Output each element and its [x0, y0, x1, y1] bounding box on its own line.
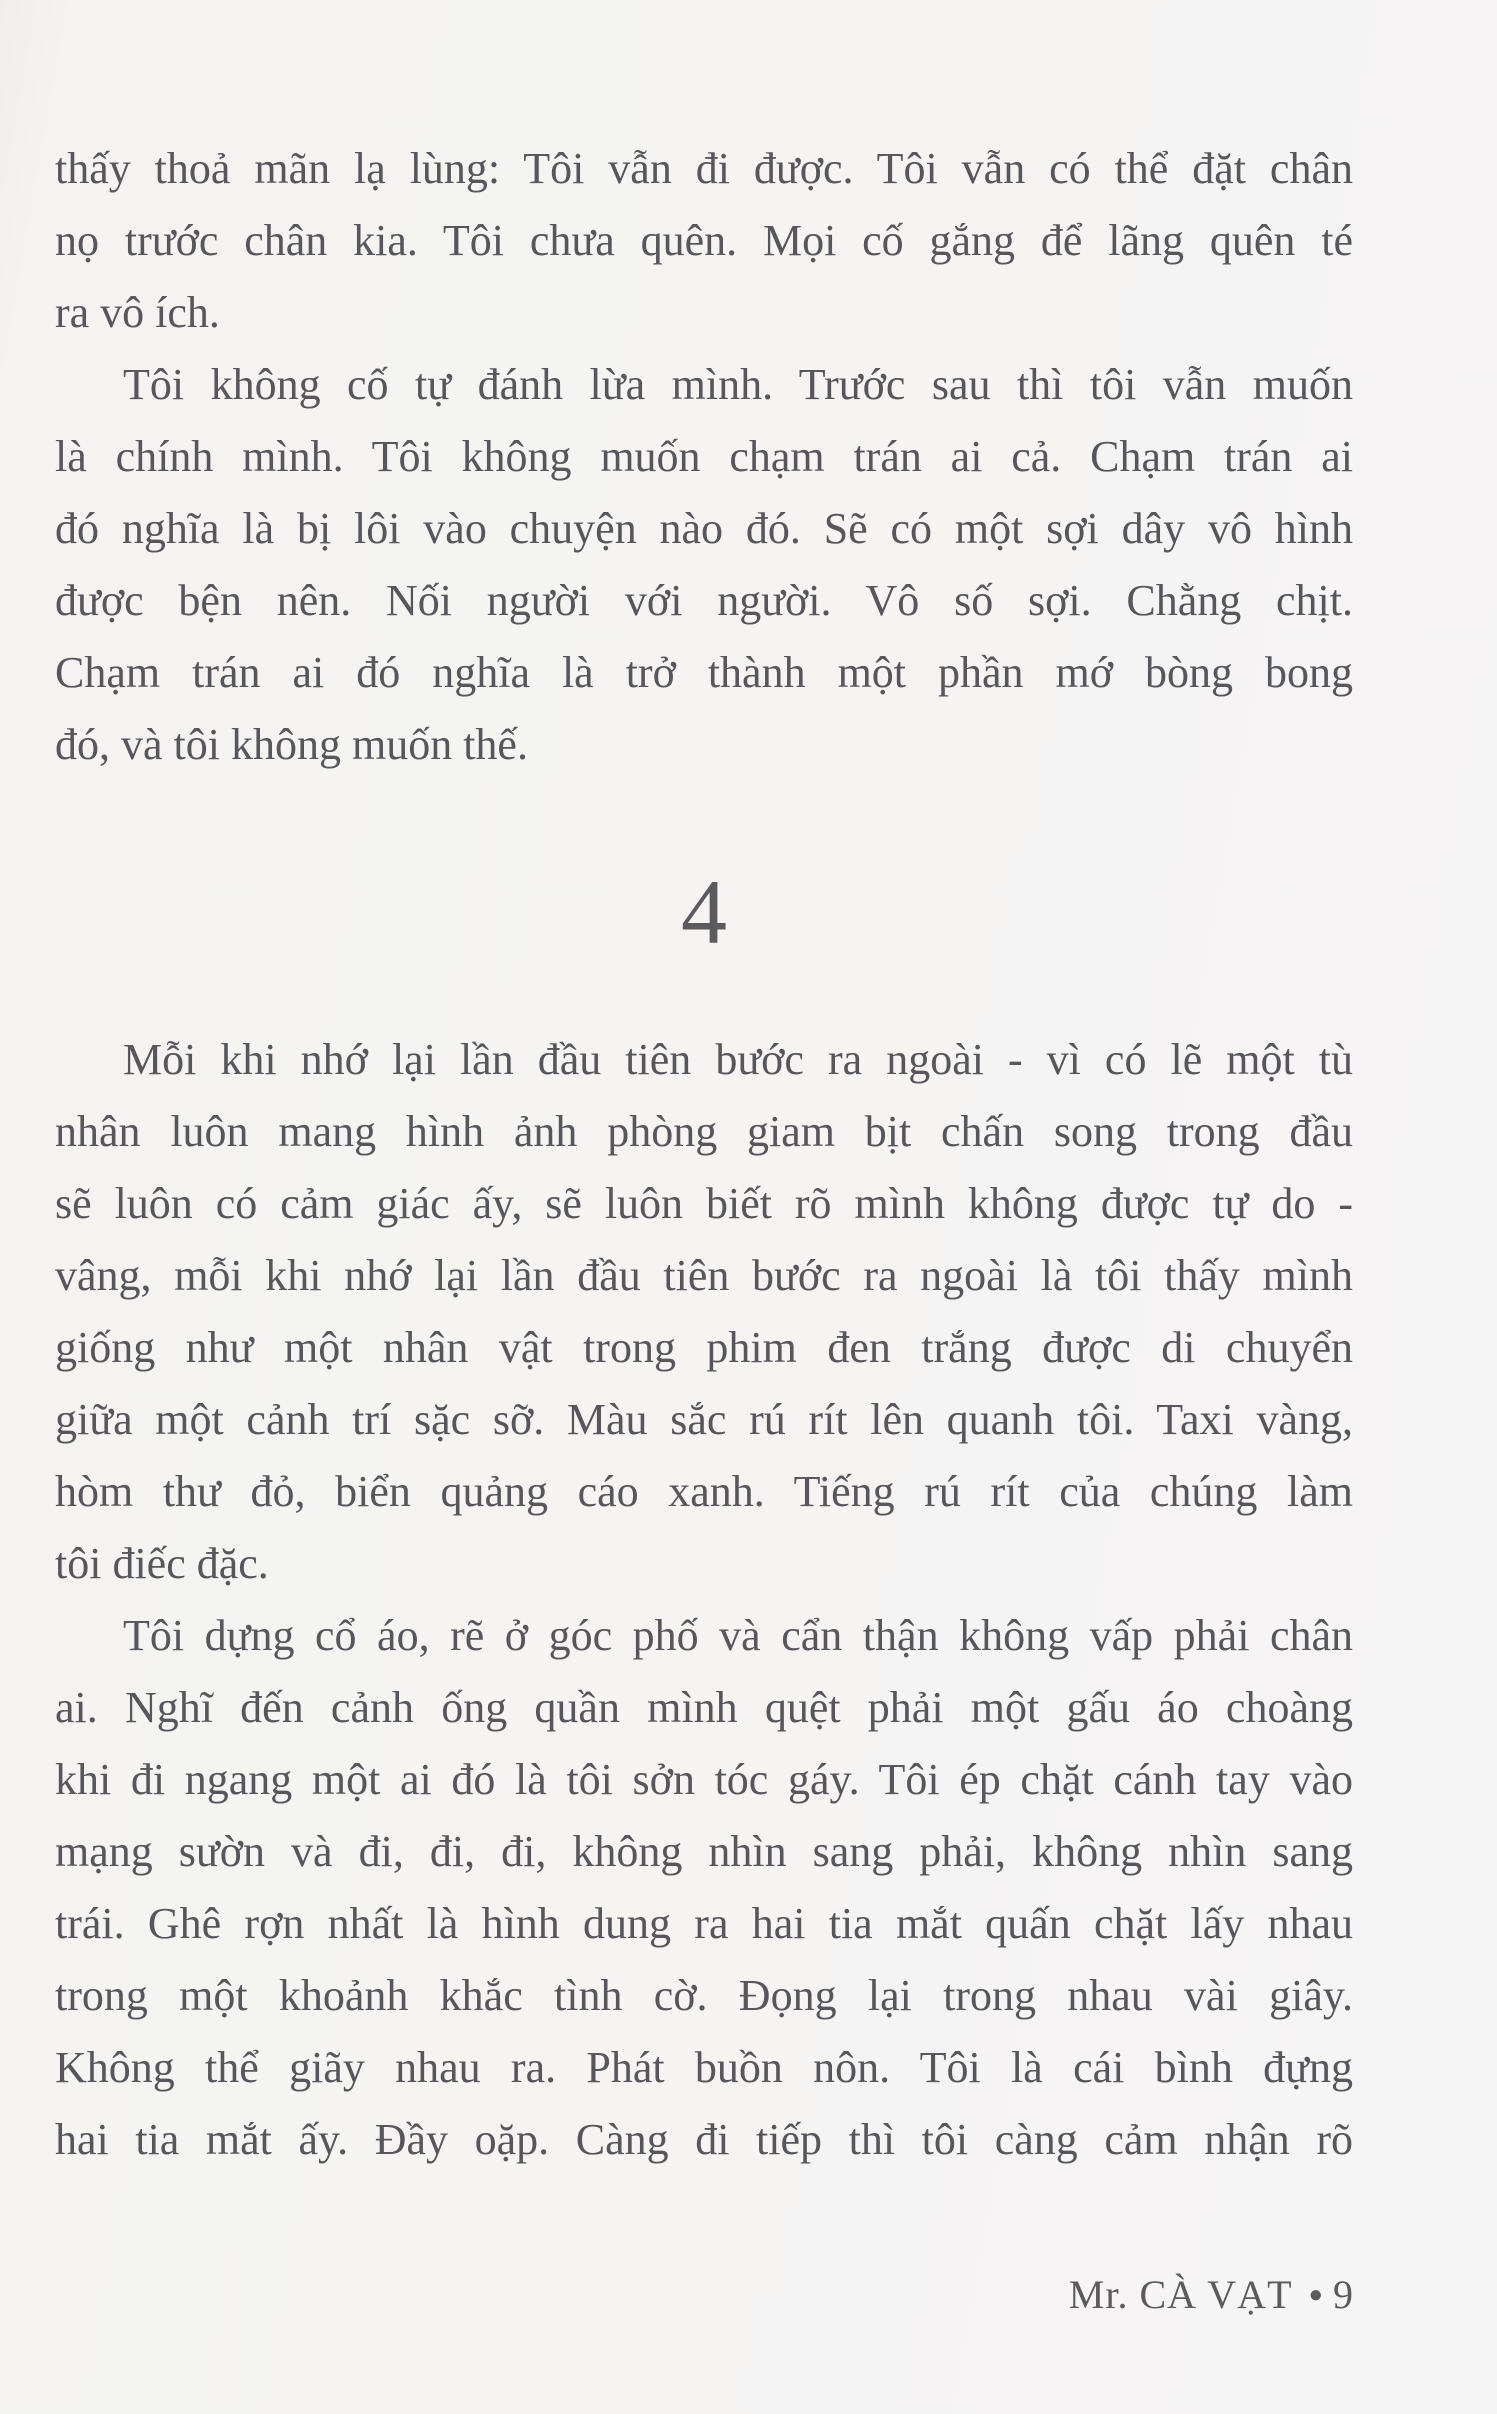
paragraph-4 [55, 1600, 1353, 2176]
text-line: Tôi không cố tự đánh lừa mình. Trước sau thì tôi vẫn muốn [123, 360, 1353, 409]
text-line: sẽ luôn có cảm giác ấy, sẽ luôn biết rõ mình không được tự do - [55, 1179, 1353, 1228]
text-line: được bện nên. Nối người với người. Vô số sợi. Chằng chịt. [55, 576, 1353, 625]
text-line: Chạm trán ai đó nghĩa là trở thành một phần mớ bòng bong [55, 648, 1353, 697]
text-line: nọ trước chân kia. Tôi chưa quên. Mọi cố gắng để lãng quên té [55, 216, 1353, 265]
text-line: giống như một nhân vật trong phim đen trắng được di chuyển [55, 1323, 1353, 1372]
text-line: đó nghĩa là bị lôi vào chuyện nào đó. Sẽ có một sợi dây vô hình [55, 504, 1353, 553]
text-line: tôi điếc đặc. [55, 1539, 269, 1588]
text-line: là chính mình. Tôi không muốn chạm trán ai cả. Chạm trán ai [55, 432, 1353, 481]
text-line: thấy thoả mãn lạ lùng: Tôi vẫn đi được. Tôi vẫn có thể đặt chân [55, 144, 1353, 193]
text-line: đó, và tôi không muốn thế. [55, 720, 528, 769]
running-title: Mr. CÀ VẠT [1068, 2272, 1293, 2317]
text-line: trong một khoảnh khắc tình cờ. Đọng lại trong nhau vài giây. [55, 1971, 1353, 2020]
text-line: ra vô ích. [55, 288, 220, 337]
text-line: ai. Nghĩ đến cảnh ống quần mình quệt phải một gấu áo choàng [55, 1683, 1353, 1732]
text-line: hòm thư đỏ, biển quảng cáo xanh. Tiếng rú rít của chúng làm [55, 1467, 1353, 1516]
text-line: Tôi dựng cổ áo, rẽ ở góc phố và cẩn thận không vấp phải chân [123, 1611, 1353, 1660]
paragraph-continuation [55, 133, 1353, 349]
text-line: Không thể giãy nhau ra. Phát buồn nôn. Tôi là cái bình đựng [55, 2043, 1353, 2092]
paragraph-2 [55, 349, 1353, 781]
text-line: trái. Ghê rợn nhất là hình dung ra hai tia mắt quấn chặt lấy nhau [55, 1899, 1353, 1948]
text-line: mạng sườn và đi, đi, đi, không nhìn sang phải, không nhìn sang [55, 1827, 1353, 1876]
paragraph-3 [55, 1024, 1353, 1600]
bullet-separator-icon: ● [1308, 2282, 1323, 2308]
text-line: giữa một cảnh trí sặc sỡ. Màu sắc rú rít lên quanh tôi. Taxi vàng, [55, 1395, 1353, 1444]
text-line: vâng, mỗi khi nhớ lại lần đầu tiên bước ra ngoài là tôi thấy mình [55, 1251, 1353, 1300]
text-line: nhân luôn mang hình ảnh phòng giam bịt chấn song trong đầu [55, 1107, 1353, 1156]
text-line: khi đi ngang một ai đó là tôi sởn tóc gáy. Tôi ép chặt cánh tay vào [55, 1755, 1353, 1804]
page-number: 9 [1333, 2272, 1353, 2317]
section-number: 4 [681, 861, 727, 963]
page-footer [55, 2271, 1353, 2319]
text-line: hai tia mắt ấy. Đầy oặp. Càng đi tiếp thì tôi càng cảm nhận rõ [55, 2115, 1353, 2164]
text-line: Mỗi khi nhớ lại lần đầu tiên bước ra ngoài - vì có lẽ một tù [123, 1035, 1353, 1084]
